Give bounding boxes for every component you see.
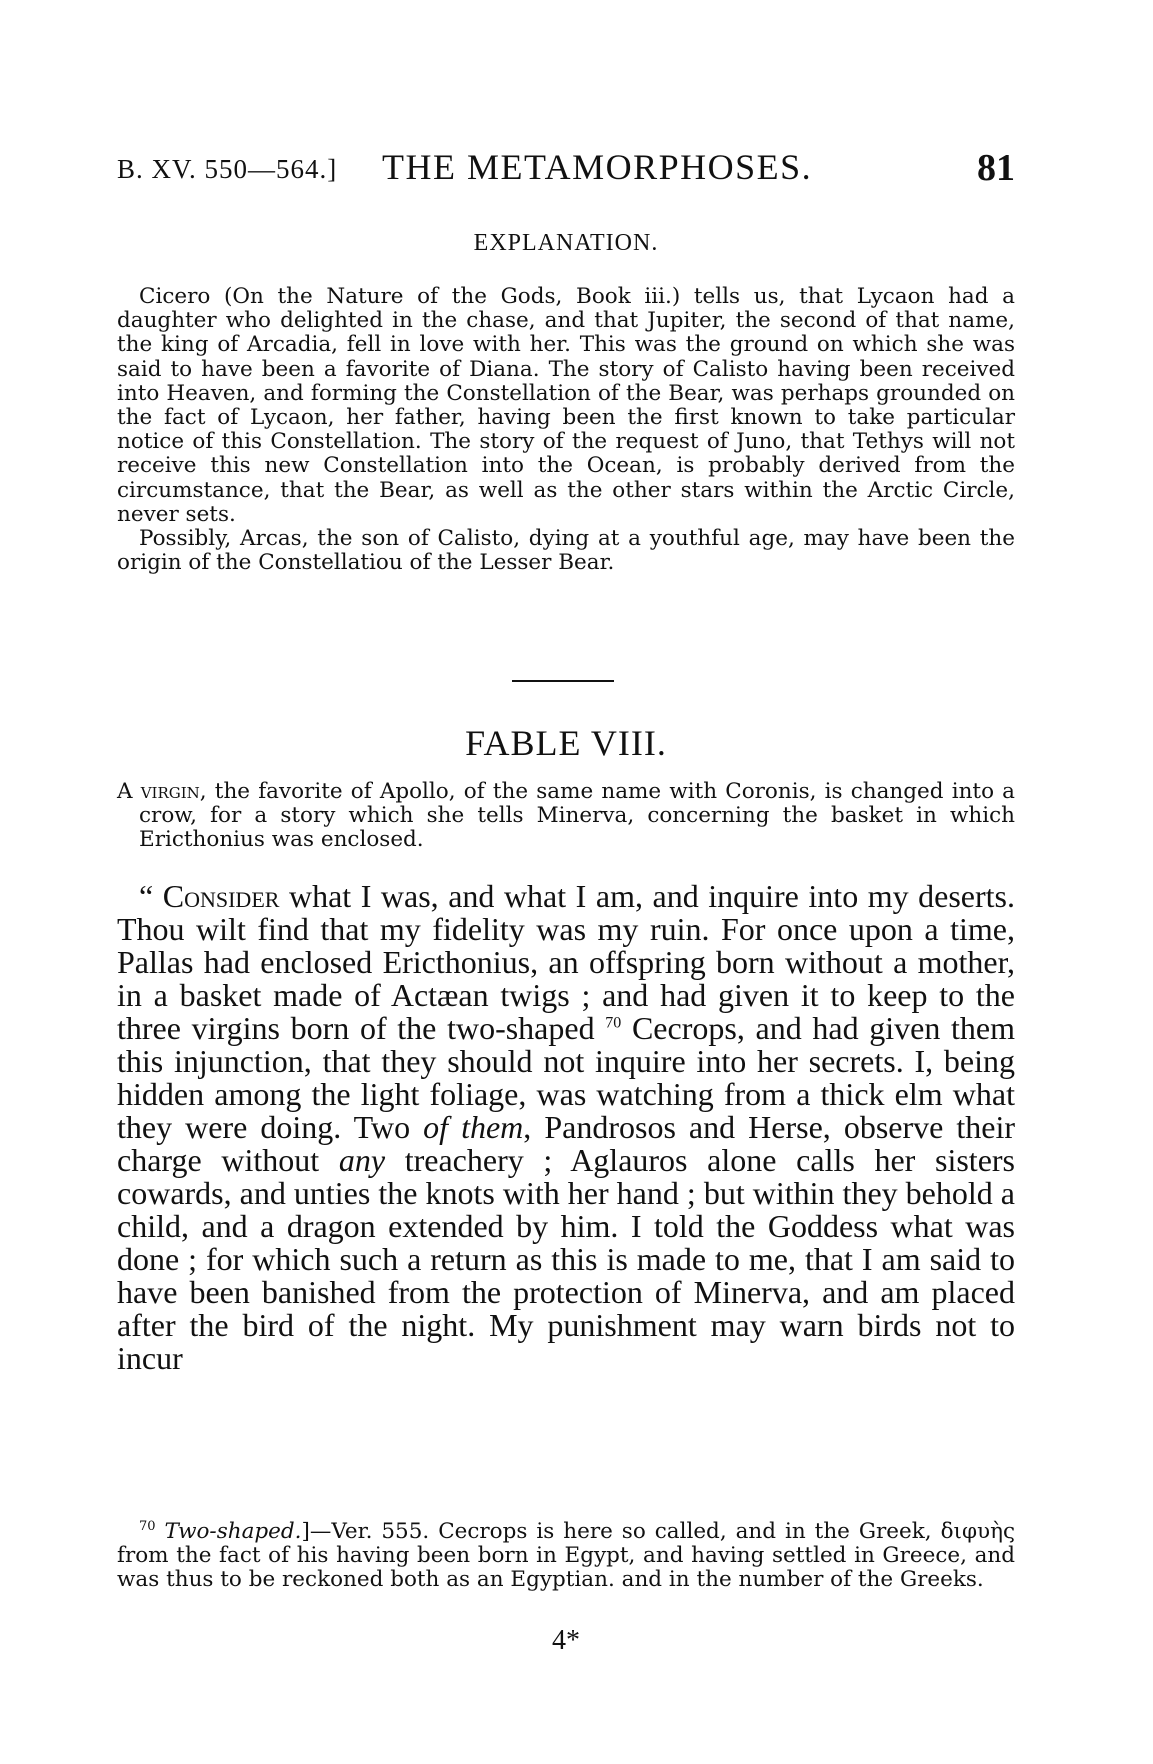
footnote-number: 70 — [139, 1518, 156, 1534]
main-text-part: , Pandrosos and Herse, observe their charge without — [117, 1109, 1016, 1178]
italic-phrase: any — [338, 1142, 386, 1178]
explanation-body — [117, 285, 1015, 575]
section-divider — [512, 680, 614, 682]
signature-mark: 4* — [552, 1625, 580, 1656]
main-text-part: Cecrops, and had given them this injunction, that they should not inquire into her secrets. I, being hidden among the light foliage, was watching from a thick elm what they were doing. Two — [117, 1010, 1016, 1145]
footnote — [117, 1520, 1015, 1593]
explanation-heading: EXPLANATION. — [473, 230, 659, 256]
running-head — [117, 146, 1015, 189]
argument-text: , the favorite of Apollo, of the same name with Coronis, is changed into a crow, for a story which she tells Minerva, concerning the basket in which Ericthonius was enclosed. — [139, 779, 1015, 853]
fable-title: FABLE VIII. — [465, 723, 667, 763]
page-number: 81 — [977, 147, 1015, 189]
footnote-text: ]—Ver. 555. Cecrops is here so called, and in the Greek, διφυὴς from the fact of his having been born in Egypt, and having settled in Greece, and was thus to be reckoned both as an Egyptian. and in the number of the Greeks. — [117, 1519, 1015, 1593]
argument-lead: A virgin — [117, 779, 200, 804]
main-text — [117, 880, 1015, 1375]
fable-argument — [117, 780, 1015, 853]
running-title: THE METAMORPHOSES. — [382, 147, 813, 187]
main-text-part: what I was, and what I am, and inquire into my deserts. Thou wilt find that my fidelity was my ruin. For once upon a time, Pallas had enclosed Ericthonius, an offspring born without a mother, in a basket made of Actæan twigs ; and had given it to keep to the three virgins born of the two-shaped — [117, 878, 1016, 1046]
main-text-part: treachery ; Aglauros alone calls her sisters cowards, and unties the knots with her hand ; but within they behold a child, and a dragon extended by him. I told the Goddess what was done ; for which such a return as this is made to me, that I am said to have been banished from the protection of Minerva, and am placed after the bird of the night. My punishment may warn birds not to incur — [117, 1142, 1016, 1376]
footnote-reference[interactable]: 70 — [605, 1014, 622, 1032]
opening-quote: “ — [139, 878, 163, 914]
lead-word: Consider — [162, 878, 280, 914]
footnote-lemma: Two-shaped. — [164, 1519, 302, 1544]
book-page — [117, 0, 1015, 1764]
explanation-paragraph: Cicero (On the Nature of the Gods, Book iii.) tells us, that Lycaon had a daughter who delighted in the chase, and that Jupiter, the second of that name, the king of Arcadia, fell in love with her. This was the ground on which she was said to have been a favorite of Diana. The story of Calisto having been received into Heaven, and forming the Constellation of the Bear, was perhaps grounded on the fact of Lycaon, her father, having been the first known to take particular notice of this Constellation. The story of the request of Juno, that Tethys will not receive this new Constellation into the Ocean, is probably derived from the circumstance, that the Bear, as well as the other stars within the Arctic Circle, never sets. — [117, 284, 1015, 527]
explanation-paragraph: Possibly, Arcas, the son of Calisto, dying at a youthful age, may have been the origin of the Constellatiou of the Lesser Bear. — [117, 526, 1015, 576]
italic-phrase: of them — [423, 1109, 524, 1145]
book-line-reference: B. XV. 550—564.] — [117, 154, 338, 184]
